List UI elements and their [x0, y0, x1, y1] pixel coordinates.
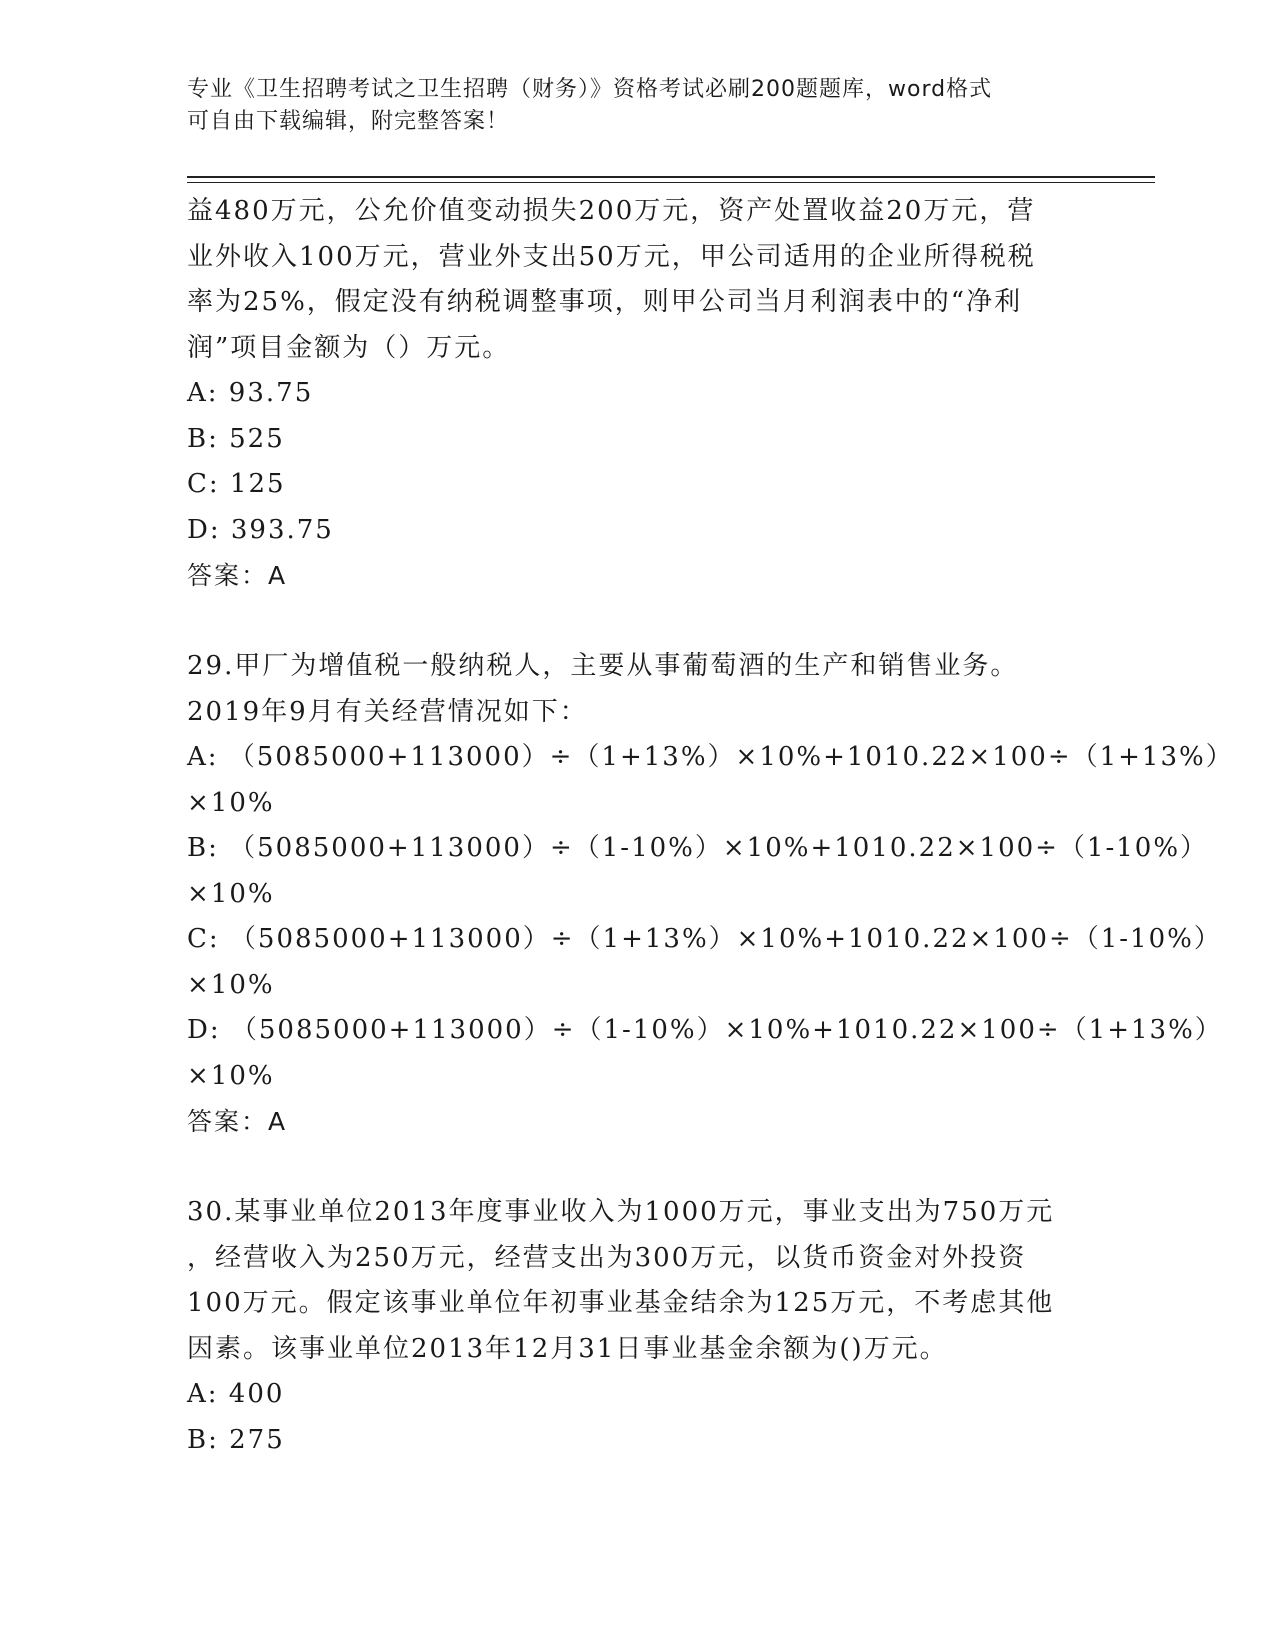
- option-c: C: （5085000+113000）÷（1+13%）×10%+1010.22×100÷（1-10%）: [187, 924, 1222, 954]
- document-header: [187, 74, 1087, 138]
- option-a-continued: ×10%: [187, 787, 275, 818]
- question-stem-line: ，经营收入为250万元，经营支出为300万元，以货币资金对外投资: [187, 1242, 1027, 1273]
- option-c-continued: ×10%: [187, 969, 275, 1000]
- question-28: [187, 189, 1107, 599]
- question-30: [187, 1190, 1107, 1463]
- option-a: A: 93.75: [187, 378, 314, 408]
- option-b-continued: ×10%: [187, 878, 275, 909]
- header-rule-thin: [187, 182, 1155, 183]
- option-a: A: （5085000+113000）÷（1+13%）×10%+1010.22×100÷（1+13%）: [187, 742, 1234, 772]
- question-stem-line: 100万元。假定该事业单位年初事业基金结余为125万元，不考虑其他: [187, 1288, 1055, 1318]
- document-body: [187, 189, 1234, 1463]
- option-c: C: 125: [187, 469, 286, 499]
- question-spacer: [187, 599, 1107, 645]
- option-a: A: 400: [187, 1379, 285, 1409]
- question-stem-line: 29.甲厂为增值税一般纳税人，主要从事葡萄酒的生产和销售业务。: [187, 651, 1019, 681]
- answer-line: 答案：A: [187, 561, 288, 590]
- header-line-2: 可自由下载编辑，附完整答案！: [187, 109, 510, 134]
- question-stem-line: 益480万元，公允价值变动损失200万元，资产处置收益20万元，营: [187, 196, 1036, 226]
- option-d: D: （5085000+113000）÷（1-10%）×10%+1010.22×100÷（1+13%）: [187, 1015, 1223, 1045]
- question-spacer: [187, 1145, 1107, 1191]
- question-stem-line: 率为25%，假定没有纳税调整事项，则甲公司当月利润表中的“净利: [187, 287, 1023, 317]
- question-29: [187, 644, 1234, 1145]
- header-rule-thick: [187, 176, 1155, 178]
- question-stem-line: 30.某事业单位2013年度事业收入为1000万元，事业支出为750万元: [187, 1197, 1055, 1227]
- question-stem-line: 2019年9月有关经营情况如下：: [187, 696, 588, 727]
- answer-line: 答案：A: [187, 1107, 288, 1136]
- option-d: D: 393.75: [187, 514, 334, 545]
- question-stem-line: 因素。该事业单位2013年12月31日事业基金余额为()万元。: [187, 1333, 948, 1364]
- option-d-continued: ×10%: [187, 1060, 275, 1091]
- header-line-1: 专业《卫生招聘考试之卫生招聘（财务）》资格考试必刷200题题库，word格式: [187, 77, 993, 102]
- option-b: B: 275: [187, 1424, 285, 1455]
- question-stem-line: 业外收入100万元，营业外支出50万元，甲公司适用的企业所得税税: [187, 241, 1036, 272]
- question-stem-line: 润”项目金额为（）万元。: [187, 332, 511, 363]
- option-b: B: 525: [187, 423, 285, 454]
- option-b: B: （5085000+113000）÷（1-10%）×10%+1010.22×100÷（1-10%）: [187, 833, 1209, 863]
